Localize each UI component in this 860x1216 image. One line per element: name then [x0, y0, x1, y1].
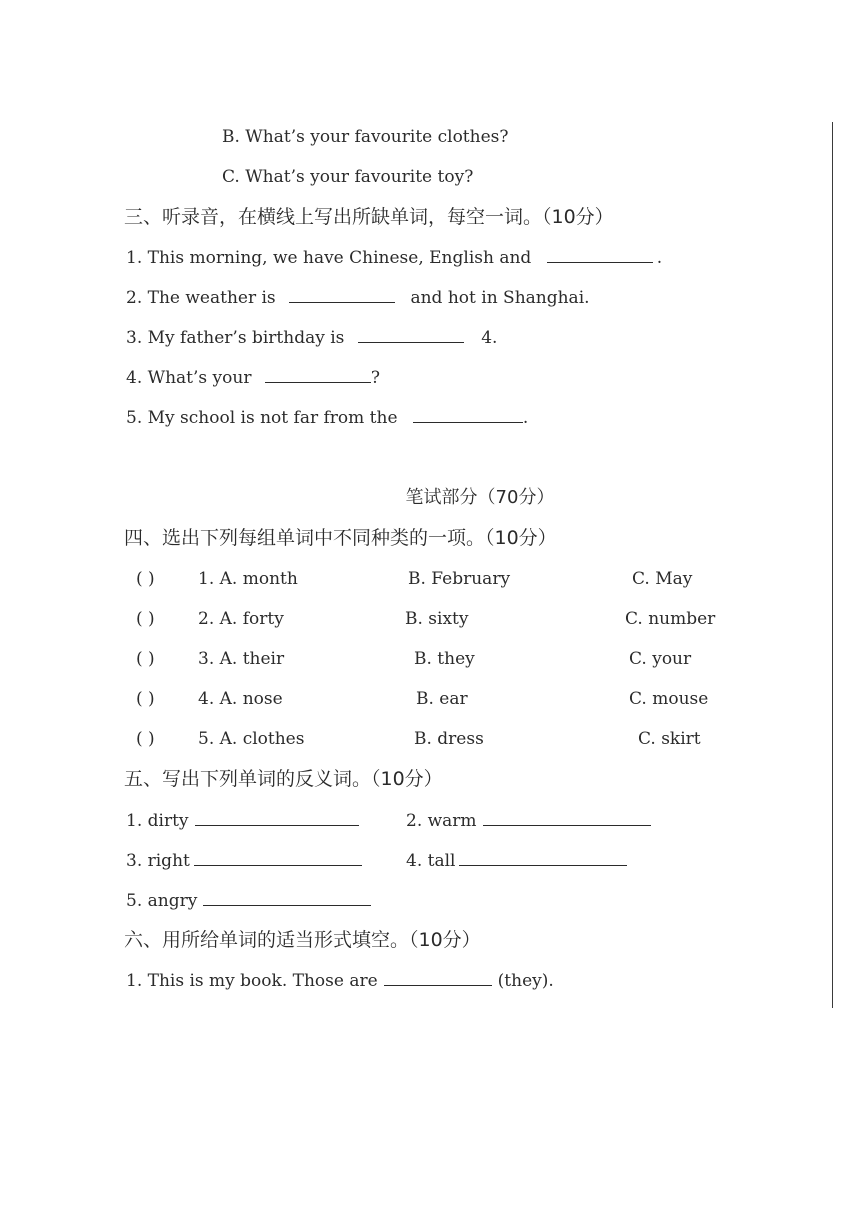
s4-item-3-b: B. they — [414, 649, 475, 669]
s4-item-2-b: B. sixty — [405, 609, 469, 629]
page-right-border — [832, 122, 833, 1008]
s4-answer-paren-4[interactable]: ( ) — [136, 689, 155, 709]
option-b-line: B. What’s your favourite clothes? — [222, 127, 509, 147]
written-part-heading: 笔试部分（70分） — [405, 487, 555, 508]
s3-q3-blank[interactable] — [358, 326, 464, 343]
s5-w3-blank[interactable] — [194, 849, 362, 866]
section-3-heading: 三、听录音，在横线上写出所缺单词，每空一词。（10分） — [124, 206, 614, 228]
s3-q4-text: 4. What’s your — [126, 368, 252, 388]
s5-word-1 — [126, 809, 363, 832]
s3-q4-end: ? — [370, 368, 380, 388]
s4-item-1-c: C. May — [632, 569, 693, 589]
s3-q2-text: 2. The weather is — [126, 288, 276, 308]
s6-q1-text: 1. This is my book. Those are — [126, 971, 378, 991]
s5-word-5 — [126, 889, 375, 912]
s3-q4-blank[interactable] — [265, 366, 371, 383]
s5-w4-blank[interactable] — [459, 849, 627, 866]
s3-q2-blank[interactable] — [289, 286, 395, 303]
s5-w1-blank[interactable] — [195, 809, 359, 826]
s6-q1-blank[interactable] — [384, 969, 492, 986]
section-5-heading: 五、写出下列单词的反义词。（10分） — [124, 768, 443, 790]
s3-question-1 — [126, 246, 662, 269]
s4-item-5-b: B. dress — [414, 729, 484, 749]
s5-word-3 — [126, 849, 366, 872]
s5-w4-text: 4. tall — [406, 851, 456, 871]
s3-q1-text: 1. This morning, we have Chinese, English and — [126, 248, 532, 268]
s4-item-3-c: C. your — [629, 649, 692, 669]
s4-item-5-a: 5. A. clothes — [198, 729, 305, 749]
s3-question-3 — [126, 326, 497, 349]
s4-item-4-b: B. ear — [416, 689, 468, 709]
section-6-heading: 六、用所给单词的适当形式填空。（10分） — [124, 929, 481, 951]
s4-item-2-a: 2. A. forty — [198, 609, 284, 629]
s3-question-4 — [126, 366, 380, 389]
s3-q5-text: 5. My school is not far from the — [126, 408, 398, 428]
s5-w1-text: 1. dirty — [126, 811, 189, 831]
s4-item-5-c: C. skirt — [638, 729, 701, 749]
s3-q5-end: . — [522, 408, 529, 428]
s3-q3-text: 3. My father’s birthday is — [126, 328, 345, 348]
s3-question-2 — [126, 286, 590, 309]
s3-q3-end: 4. — [481, 328, 498, 348]
s3-q1-blank[interactable] — [547, 246, 653, 263]
s3-q5-blank[interactable] — [413, 406, 523, 423]
option-c-line: C. What’s your favourite toy? — [222, 167, 474, 187]
s4-item-4-a: 4. A. nose — [198, 689, 283, 709]
s4-answer-paren-5[interactable]: ( ) — [136, 729, 155, 749]
s4-answer-paren-1[interactable]: ( ) — [136, 569, 155, 589]
s4-answer-paren-2[interactable]: ( ) — [136, 609, 155, 629]
s4-item-4-c: C. mouse — [629, 689, 709, 709]
s4-item-1-b: B. February — [408, 569, 511, 589]
s6-q1-hint: (they). — [497, 971, 554, 991]
s5-w3-text: 3. right — [126, 851, 190, 871]
s5-w2-blank[interactable] — [483, 809, 651, 826]
s5-w5-text: 5. angry — [126, 891, 198, 911]
s5-word-2 — [406, 809, 655, 832]
s4-item-3-a: 3. A. their — [198, 649, 285, 669]
s5-w2-text: 2. warm — [406, 811, 477, 831]
s3-q2-end: and hot in Shanghai. — [410, 288, 590, 308]
s4-answer-paren-3[interactable]: ( ) — [136, 649, 155, 669]
s5-w5-blank[interactable] — [203, 889, 371, 906]
s5-word-4 — [406, 849, 631, 872]
s3-question-5 — [126, 406, 528, 429]
section-4-heading: 四、选出下列每组单词中不同种类的一项。（10分） — [124, 527, 557, 549]
s4-item-2-c: C. number — [625, 609, 716, 629]
s3-q1-end: . — [656, 248, 663, 268]
s4-item-1-a: 1. A. month — [198, 569, 298, 589]
s6-question-1 — [126, 969, 554, 992]
